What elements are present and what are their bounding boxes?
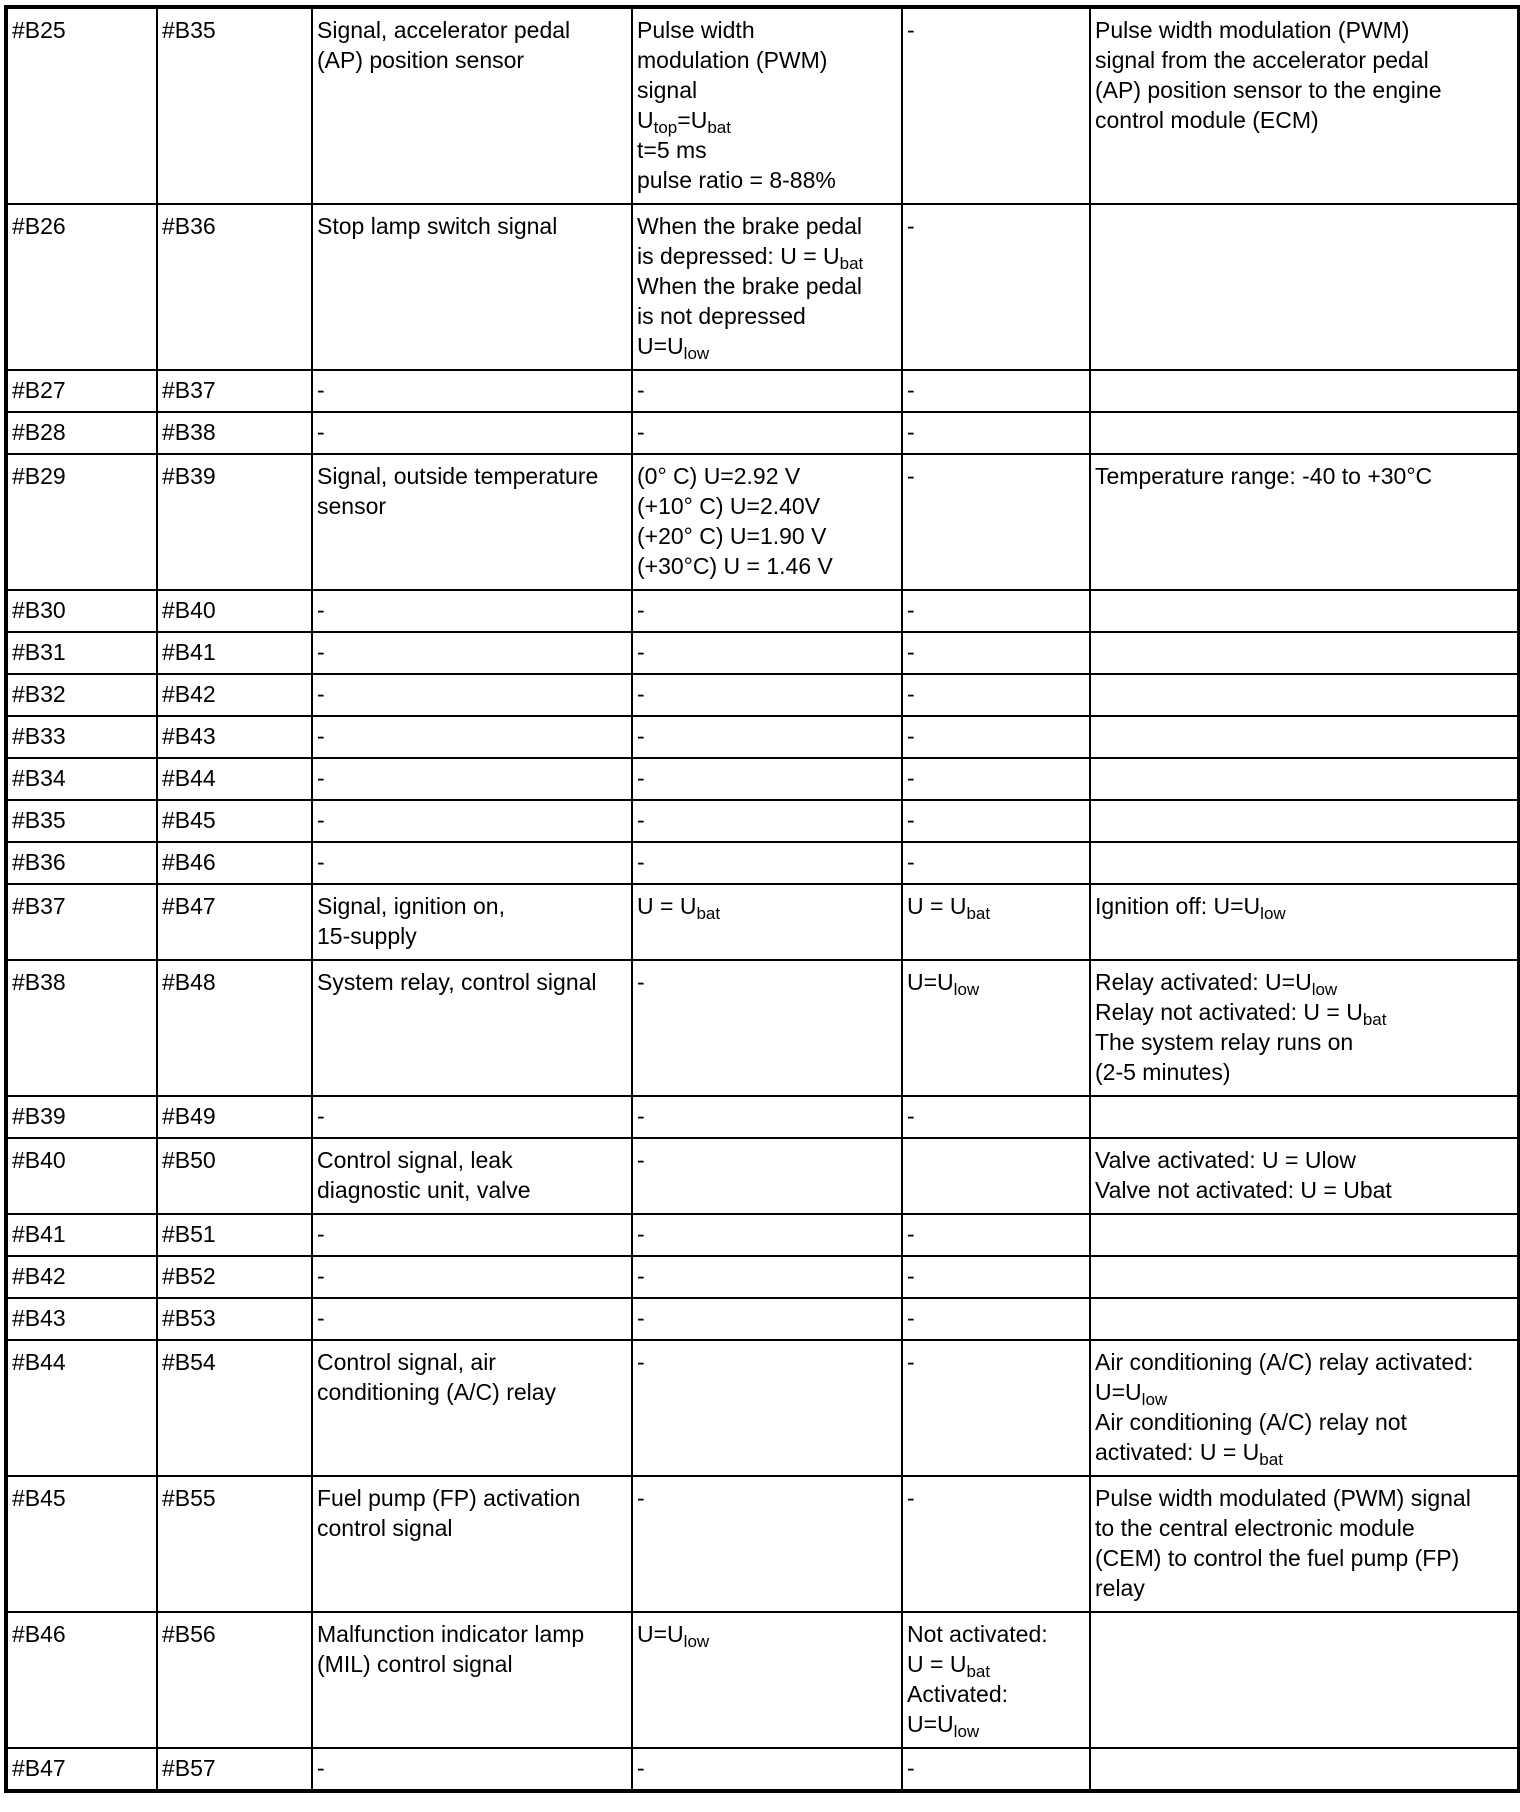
pin-a-cell: #B44 [6, 1340, 157, 1476]
cell-line: Activated: [907, 1681, 1008, 1707]
cell-line: - [637, 681, 645, 707]
value-1-cell [632, 800, 902, 842]
cell-line: - [637, 419, 645, 445]
value-1-cell [632, 842, 902, 884]
cell-line: - [907, 1221, 915, 1247]
table-row [6, 758, 1519, 800]
table-row [6, 674, 1519, 716]
cell-line: - [907, 377, 915, 403]
cell-line: control signal [317, 1515, 453, 1541]
table-row [6, 1096, 1519, 1138]
cell-line: (2-5 minutes) [1095, 1059, 1231, 1085]
description-cell [312, 1256, 632, 1298]
notes-cell [1090, 632, 1519, 674]
cell-line: - [907, 723, 915, 749]
cell-line: - [317, 807, 325, 833]
cell-line: - [907, 681, 915, 707]
table-row [6, 1476, 1519, 1612]
value-2-cell [902, 1256, 1090, 1298]
cell-line: - [637, 1349, 645, 1375]
value-1-cell [632, 1214, 902, 1256]
pin-a-cell: #B36 [6, 842, 157, 884]
value-2-cell [902, 960, 1090, 1096]
description-cell [312, 1340, 632, 1476]
table-row [6, 716, 1519, 758]
description-cell [312, 960, 632, 1096]
cell-line: - [637, 1221, 645, 1247]
description-cell [312, 800, 632, 842]
pin-b-cell: #B35 [157, 7, 312, 204]
cell-line: - [637, 969, 645, 995]
cell-line: - [907, 597, 915, 623]
value-2-cell [902, 1214, 1090, 1256]
cell-line: - [907, 419, 915, 445]
value-2-cell [902, 1096, 1090, 1138]
cell-line: (+10° C) U=2.40V [637, 493, 821, 519]
cell-line: (MIL) control signal [317, 1651, 513, 1677]
cell-line: - [907, 1349, 915, 1375]
description-cell [312, 632, 632, 674]
description-cell [312, 590, 632, 632]
cell-line: sensor [317, 493, 387, 519]
cell-line: relay [1095, 1575, 1145, 1601]
notes-cell [1090, 454, 1519, 590]
cell-line: - [317, 849, 325, 875]
cell-line: signal from the accelerator pedal [1095, 47, 1429, 73]
table-row [6, 800, 1519, 842]
cell-line: - [907, 807, 915, 833]
value-1-cell [632, 716, 902, 758]
description-cell [312, 884, 632, 960]
pin-a-cell: #B46 [6, 1612, 157, 1748]
value-2-cell [902, 1476, 1090, 1612]
cell-line: is depressed: $U = U_{bat}$ [637, 243, 864, 273]
value-1-cell [632, 884, 902, 960]
value-2-cell [902, 590, 1090, 632]
pin-a-cell: #B40 [6, 1138, 157, 1214]
value-1-cell [632, 590, 902, 632]
value-1-cell [632, 1476, 902, 1612]
cell-line: - [637, 377, 645, 403]
cell-line: - [637, 807, 645, 833]
table-row [6, 412, 1519, 454]
cell-line: Not activated: [907, 1621, 1048, 1647]
pin-b-cell: #B39 [157, 454, 312, 590]
description-cell [312, 412, 632, 454]
pin-a-cell: #B26 [6, 204, 157, 370]
cell-line: (+20° C) U=1.90 V [637, 523, 827, 549]
notes-cell [1090, 758, 1519, 800]
pin-b-cell: #B41 [157, 632, 312, 674]
value-1-cell [632, 1298, 902, 1340]
cell-line: - [907, 463, 915, 489]
description-cell [312, 758, 632, 800]
pin-a-cell: #B47 [6, 1748, 157, 1791]
value-2-cell [902, 7, 1090, 204]
cell-line: Stop lamp switch signal [317, 213, 558, 239]
cell-line: - [907, 765, 915, 791]
description-cell [312, 1298, 632, 1340]
cell-line: - [907, 1103, 915, 1129]
description-cell [312, 1214, 632, 1256]
cell-line: - [317, 419, 325, 445]
description-cell [312, 716, 632, 758]
notes-cell [1090, 590, 1519, 632]
value-1-cell [632, 1612, 902, 1748]
cell-line: - [637, 1485, 645, 1511]
cell-line: - [317, 681, 325, 707]
notes-cell [1090, 960, 1519, 1096]
pin-b-cell: #B42 [157, 674, 312, 716]
notes-cell [1090, 674, 1519, 716]
cell-line: Relay activated: $U=U_{low}$ [1095, 969, 1338, 999]
pin-b-cell: #B45 [157, 800, 312, 842]
cell-line: $U=U_{low}$ [637, 333, 710, 363]
description-cell [312, 1096, 632, 1138]
cell-line: - [317, 377, 325, 403]
value-1-cell [632, 1138, 902, 1214]
description-cell [312, 1476, 632, 1612]
pin-a-cell: #B31 [6, 632, 157, 674]
description-cell [312, 204, 632, 370]
notes-cell [1090, 1214, 1519, 1256]
cell-line: - [637, 849, 645, 875]
pin-a-cell: #B27 [6, 370, 157, 412]
value-2-cell [902, 842, 1090, 884]
table-row [6, 1256, 1519, 1298]
notes-cell [1090, 1256, 1519, 1298]
pin-a-cell: #B38 [6, 960, 157, 1096]
cell-line: - [317, 1263, 325, 1289]
pin-a-cell: #B34 [6, 758, 157, 800]
pin-a-cell: #B35 [6, 800, 157, 842]
pin-b-cell: #B43 [157, 716, 312, 758]
cell-line: Valve not activated: U = Ubat [1095, 1177, 1392, 1203]
notes-cell [1090, 370, 1519, 412]
cell-line: Signal, outside temperature [317, 463, 599, 489]
notes-cell [1090, 1096, 1519, 1138]
cell-line: - [907, 639, 915, 665]
description-cell [312, 674, 632, 716]
cell-line: - [907, 1305, 915, 1331]
value-2-cell [902, 1340, 1090, 1476]
table-row [6, 1138, 1519, 1214]
cell-line: Air conditioning (A/C) relay activated: [1095, 1349, 1474, 1375]
cell-line: Signal, accelerator pedal [317, 17, 571, 43]
notes-cell [1090, 204, 1519, 370]
pin-a-cell: #B43 [6, 1298, 157, 1340]
pin-b-cell: #B48 [157, 960, 312, 1096]
cell-line: Pulse width [637, 17, 755, 43]
pin-a-cell: #B30 [6, 590, 157, 632]
cell-line: control module (ECM) [1095, 107, 1319, 133]
value-1-cell [632, 1340, 902, 1476]
table-row [6, 1340, 1519, 1476]
table-row [6, 454, 1519, 590]
pin-b-cell: #B49 [157, 1096, 312, 1138]
pin-b-cell: #B50 [157, 1138, 312, 1214]
cell-line: System relay, control signal [317, 969, 597, 995]
cell-line: Control signal, air [317, 1349, 496, 1375]
cell-line: $U=U_{low}$ [1095, 1379, 1168, 1409]
pin-assignment-table [4, 5, 1520, 1793]
cell-line: - [637, 1755, 645, 1781]
cell-line: (CEM) to control the fuel pump (FP) [1095, 1545, 1460, 1571]
cell-line: $U=U_{low}$ [907, 969, 980, 999]
pin-a-cell: #B37 [6, 884, 157, 960]
value-1-cell [632, 1096, 902, 1138]
pin-a-cell: #B25 [6, 7, 157, 204]
cell-line: pulse ratio = 8-88% [637, 167, 836, 193]
value-2-cell [902, 1612, 1090, 1748]
cell-line: - [317, 639, 325, 665]
value-2-cell [902, 204, 1090, 370]
notes-cell [1090, 1748, 1519, 1791]
notes-cell [1090, 842, 1519, 884]
table-row [6, 7, 1519, 204]
cell-line: Air conditioning (A/C) relay not [1095, 1409, 1407, 1435]
value-2-cell [902, 454, 1090, 590]
description-cell [312, 7, 632, 204]
cell-line: Relay not activated: $U = U_{bat}$ [1095, 999, 1387, 1029]
pin-b-cell: #B37 [157, 370, 312, 412]
table-row [6, 590, 1519, 632]
pin-a-cell: #B45 [6, 1476, 157, 1612]
table-row [6, 1612, 1519, 1748]
notes-cell [1090, 1138, 1519, 1214]
description-cell [312, 454, 632, 590]
cell-line: (AP) position sensor [317, 47, 525, 73]
pin-a-cell: #B41 [6, 1214, 157, 1256]
cell-line: t=5 ms [637, 137, 707, 163]
cell-line: - [317, 1221, 325, 1247]
pin-a-cell: #B42 [6, 1256, 157, 1298]
pin-a-cell: #B32 [6, 674, 157, 716]
cell-line: 15-supply [317, 923, 417, 949]
notes-cell [1090, 884, 1519, 960]
cell-line: - [907, 1485, 915, 1511]
notes-cell [1090, 7, 1519, 204]
value-1-cell [632, 632, 902, 674]
cell-line: - [637, 1103, 645, 1129]
pin-b-cell: #B36 [157, 204, 312, 370]
value-1-cell [632, 758, 902, 800]
cell-line: signal [637, 77, 698, 103]
value-2-cell [902, 716, 1090, 758]
cell-line: modulation (PWM) [637, 47, 828, 73]
cell-line: Valve activated: U = Ulow [1095, 1147, 1356, 1173]
cell-line: $U = U_{bat}$ [637, 893, 721, 923]
cell-line: - [637, 639, 645, 665]
cell-line: - [907, 17, 915, 43]
cell-line: - [637, 597, 645, 623]
cell-line: (+30°C) U = 1.46 V [637, 553, 833, 579]
pin-b-cell: #B44 [157, 758, 312, 800]
cell-line: - [637, 1305, 645, 1331]
cell-line: activated: $U = U_{bat}$ [1095, 1439, 1283, 1469]
value-2-cell [902, 800, 1090, 842]
cell-line: $U = U_{bat}$ [907, 1651, 991, 1681]
table-row [6, 960, 1519, 1096]
cell-line: - [317, 765, 325, 791]
table-row [6, 370, 1519, 412]
pin-a-cell: #B29 [6, 454, 157, 590]
cell-line: Pulse width modulated (PWM) signal [1095, 1485, 1471, 1511]
cell-line: (0° C) U=2.92 V [637, 463, 801, 489]
pin-b-cell: #B47 [157, 884, 312, 960]
value-2-cell [902, 370, 1090, 412]
cell-line: - [907, 213, 915, 239]
table-row [6, 884, 1519, 960]
value-1-cell [632, 1256, 902, 1298]
notes-cell [1090, 1612, 1519, 1748]
cell-line: $U_{top}=U_{bat}$ [637, 107, 731, 137]
pin-a-cell: #B28 [6, 412, 157, 454]
pin-a-cell: #B39 [6, 1096, 157, 1138]
notes-cell [1090, 800, 1519, 842]
cell-line: - [317, 1305, 325, 1331]
value-1-cell [632, 412, 902, 454]
description-cell [312, 1748, 632, 1791]
value-1-cell [632, 204, 902, 370]
cell-line: Control signal, leak [317, 1147, 513, 1173]
cell-line: is not depressed [637, 303, 806, 329]
description-cell [312, 1138, 632, 1214]
value-1-cell [632, 370, 902, 412]
pin-b-cell: #B38 [157, 412, 312, 454]
table-row [6, 842, 1519, 884]
value-2-cell [902, 674, 1090, 716]
value-1-cell [632, 7, 902, 204]
table-row [6, 1748, 1519, 1791]
notes-cell [1090, 1476, 1519, 1612]
table-body [6, 7, 1519, 1791]
cell-line: When the brake pedal [637, 273, 863, 299]
value-2-cell [902, 1138, 1090, 1214]
cell-line: - [907, 1263, 915, 1289]
pin-b-cell: #B46 [157, 842, 312, 884]
cell-line: Pulse width modulation (PWM) [1095, 17, 1410, 43]
pin-b-cell: #B52 [157, 1256, 312, 1298]
value-1-cell [632, 960, 902, 1096]
cell-line: The system relay runs on [1095, 1029, 1354, 1055]
cell-line: Temperature range: -40 to +30°C [1095, 463, 1433, 489]
notes-cell [1090, 1340, 1519, 1476]
value-2-cell [902, 1298, 1090, 1340]
cell-line: - [317, 597, 325, 623]
notes-cell [1090, 1298, 1519, 1340]
cell-line: - [907, 1755, 915, 1781]
description-cell [312, 370, 632, 412]
value-2-cell [902, 632, 1090, 674]
cell-line: When the brake pedal [637, 213, 863, 239]
value-2-cell [902, 1748, 1090, 1791]
table-row [6, 1298, 1519, 1340]
cell-line: $U=U_{low}$ [907, 1711, 980, 1741]
cell-line: $U=U_{low}$ [637, 1621, 710, 1651]
notes-cell [1090, 412, 1519, 454]
pin-b-cell: #B55 [157, 1476, 312, 1612]
cell-line: Malfunction indicator lamp [317, 1621, 585, 1647]
notes-cell [1090, 716, 1519, 758]
value-1-cell [632, 1748, 902, 1791]
cell-line: Signal, ignition on, [317, 893, 505, 919]
table-row [6, 632, 1519, 674]
cell-line: - [317, 1103, 325, 1129]
pin-b-cell: #B40 [157, 590, 312, 632]
cell-line: conditioning (A/C) relay [317, 1379, 557, 1405]
value-2-cell [902, 884, 1090, 960]
pin-b-cell: #B56 [157, 1612, 312, 1748]
cell-line: $U = U_{bat}$ [907, 893, 991, 923]
cell-line: - [907, 849, 915, 875]
cell-line: (AP) position sensor to the engine [1095, 77, 1442, 103]
cell-line: - [317, 1755, 325, 1781]
description-cell [312, 1612, 632, 1748]
value-1-cell [632, 674, 902, 716]
cell-line: to the central electronic module [1095, 1515, 1415, 1541]
cell-line: - [637, 723, 645, 749]
cell-line: - [637, 1263, 645, 1289]
pin-b-cell: #B57 [157, 1748, 312, 1791]
description-cell [312, 842, 632, 884]
cell-line: Ignition off: $U=U_{low}$ [1095, 893, 1286, 923]
cell-line: diagnostic unit, valve [317, 1177, 531, 1203]
value-1-cell [632, 454, 902, 590]
cell-line: - [637, 765, 645, 791]
table-row [6, 1214, 1519, 1256]
cell-line: Fuel pump (FP) activation [317, 1485, 581, 1511]
cell-line: - [317, 723, 325, 749]
table-row [6, 204, 1519, 370]
pin-b-cell: #B54 [157, 1340, 312, 1476]
pin-a-cell: #B33 [6, 716, 157, 758]
value-2-cell [902, 412, 1090, 454]
value-2-cell [902, 758, 1090, 800]
pin-b-cell: #B53 [157, 1298, 312, 1340]
pin-b-cell: #B51 [157, 1214, 312, 1256]
cell-line: - [637, 1147, 645, 1173]
